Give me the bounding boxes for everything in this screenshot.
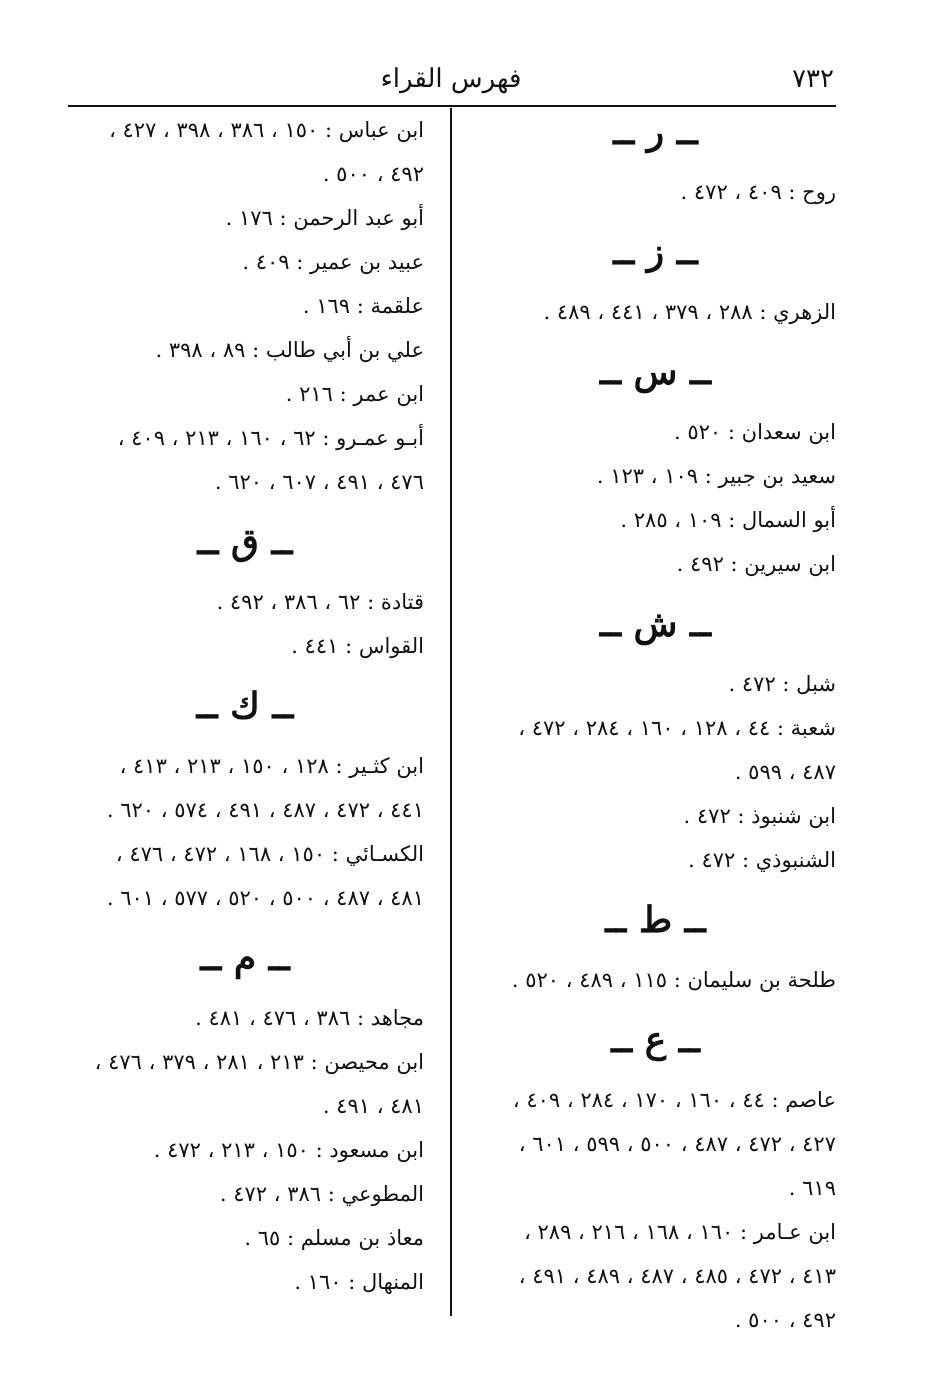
left-reader-entry: الكسـائي : ١٥٠ ، ١٦٨ ، ٤٧٢ ، ٤٧٦ ،	[115, 842, 424, 866]
left-entry-continuation: ٤٨١ ، ٤٩١ .	[322, 1094, 424, 1118]
column-divider	[450, 108, 452, 1316]
right-letter-heading: ــ ز ــ	[613, 234, 698, 273]
right-reader-entry: طلحة بن سليمان : ١١٥ ، ٤٨٩ ، ٥٢٠ .	[511, 968, 836, 992]
header-divider	[68, 105, 836, 107]
right-reader-entry: ابن سعدان : ٥٢٠ .	[674, 420, 836, 444]
left-reader-entry: أبـو عمـرو : ٦٢ ، ١٦٠ ، ٢١٣ ، ٤٠٩ ،	[117, 426, 424, 450]
page-header	[66, 60, 836, 104]
left-entry-continuation: ٤٧٦ ، ٤٩١ ، ٦٠٧ ، ٦٢٠ .	[214, 470, 424, 494]
right-entry-continuation: ٤٢٧ ، ٤٧٢ ، ٤٨٧ ، ٥٠٠ ، ٥٩٩ ، ٦٠١ ،	[518, 1132, 836, 1156]
right-reader-entry: شبل : ٤٧٢ .	[728, 672, 836, 696]
left-reader-entry: ابن كثـير : ١٢٨ ، ١٥٠ ، ٢١٣ ، ٤١٣ ،	[119, 754, 424, 778]
left-reader-entry: ابن محيصن : ٢١٣ ، ٢٨١ ، ٣٧٩ ، ٤٧٦ ،	[94, 1050, 424, 1074]
right-entry-continuation: ٤٨٧ ، ٥٩٩ .	[734, 760, 836, 784]
right-entry-continuation: ٤٩٢ ، ٥٠٠ .	[734, 1308, 836, 1332]
left-entry-continuation: ٤٨١ ، ٤٨٧ ، ٥٠٠ ، ٥٢٠ ، ٥٧٧ ، ٦٠١ .	[106, 886, 424, 910]
left-reader-entry: أبو عبد الرحمن : ١٧٦ .	[225, 206, 424, 230]
right-letter-heading: ــ س ــ	[599, 354, 712, 393]
left-letter-heading: ــ ك ــ	[196, 688, 294, 727]
left-column	[66, 108, 424, 1304]
right-letter-heading: ــ ر ــ	[613, 114, 698, 153]
left-reader-entry: ابن عباس : ١٥٠ ، ٣٨٦ ، ٣٩٨ ، ٤٢٧ ،	[109, 118, 424, 142]
right-reader-entry: الشنبوذي : ٤٧٢ .	[688, 848, 836, 872]
left-letter-heading: ــ ق ــ	[197, 524, 293, 563]
right-reader-entry: ابن شنبوذ : ٤٧٢ .	[683, 804, 836, 828]
right-reader-entry: شعبة : ٤٤ ، ١٢٨ ، ١٦٠ ، ٢٨٤ ، ٤٧٢ ،	[518, 716, 836, 740]
right-entry-continuation: ٤١٣ ، ٤٧٢ ، ٤٨٥ ، ٤٨٧ ، ٤٨٩ ، ٤٩١ ،	[518, 1264, 836, 1288]
left-entry-continuation: ٤٩٢ ، ٥٠٠ .	[322, 162, 424, 186]
right-column	[475, 108, 836, 1342]
right-reader-entry: الزهري : ٢٨٨ ، ٣٧٩ ، ٤٤١ ، ٤٨٩ .	[543, 300, 836, 324]
page-title: فهرس القراء	[380, 64, 522, 94]
left-reader-entry: قتادة : ٦٢ ، ٣٨٦ ، ٤٩٢ .	[216, 590, 424, 614]
left-reader-entry: معاذ بن مسلم : ٦٥ .	[244, 1226, 424, 1250]
left-reader-entry: المنهال : ١٦٠ .	[294, 1270, 424, 1294]
left-reader-entry: ابن عمر : ٢١٦ .	[285, 382, 424, 406]
left-reader-entry: عبيد بن عمير : ٤٠٩ .	[242, 250, 424, 274]
left-reader-entry: مجاهد : ٣٨٦ ، ٤٧٦ ، ٤٨١ .	[195, 1006, 424, 1030]
left-reader-entry: علي بن أبي طالب : ٨٩ ، ٣٩٨ .	[155, 338, 424, 362]
page-number: ٧٣٢	[792, 64, 834, 94]
left-reader-entry: القواس : ٤٤١ .	[291, 634, 424, 658]
right-reader-entry: عاصم : ٤٤ ، ١٦٠ ، ١٧٠ ، ٢٨٤ ، ٤٠٩ ،	[512, 1088, 836, 1112]
right-letter-heading: ــ ط ــ	[605, 902, 706, 941]
left-letter-heading: ــ م ــ	[200, 940, 290, 979]
right-reader-entry: ابن سيرين : ٤٩٢ .	[676, 552, 836, 576]
left-reader-entry: المطوعي : ٣٨٦ ، ٤٧٢ .	[219, 1182, 424, 1206]
left-entry-continuation: ٤٤١ ، ٤٧٢ ، ٤٨٧ ، ٤٩١ ، ٥٧٤ ، ٦٢٠ .	[106, 798, 424, 822]
right-entry-continuation: ٦١٩ .	[788, 1176, 836, 1200]
right-reader-entry: أبو السمال : ١٠٩ ، ٢٨٥ .	[620, 508, 836, 532]
right-letter-heading: ــ ع ــ	[611, 1022, 700, 1061]
left-reader-entry: ابن مسعود : ١٥٠ ، ٢١٣ ، ٤٧٢ .	[153, 1138, 424, 1162]
right-letter-heading: ــ ش ــ	[599, 606, 712, 645]
right-reader-entry: ابن عـامر : ١٦٠ ، ١٦٨ ، ٢١٦ ، ٢٨٩ ،	[524, 1220, 836, 1244]
right-reader-entry: سعيد بن جبير : ١٠٩ ، ١٢٣ .	[596, 464, 836, 488]
left-reader-entry: علقمة : ١٦٩ .	[302, 294, 424, 318]
right-reader-entry: روح : ٤٠٩ ، ٤٧٢ .	[680, 180, 836, 204]
